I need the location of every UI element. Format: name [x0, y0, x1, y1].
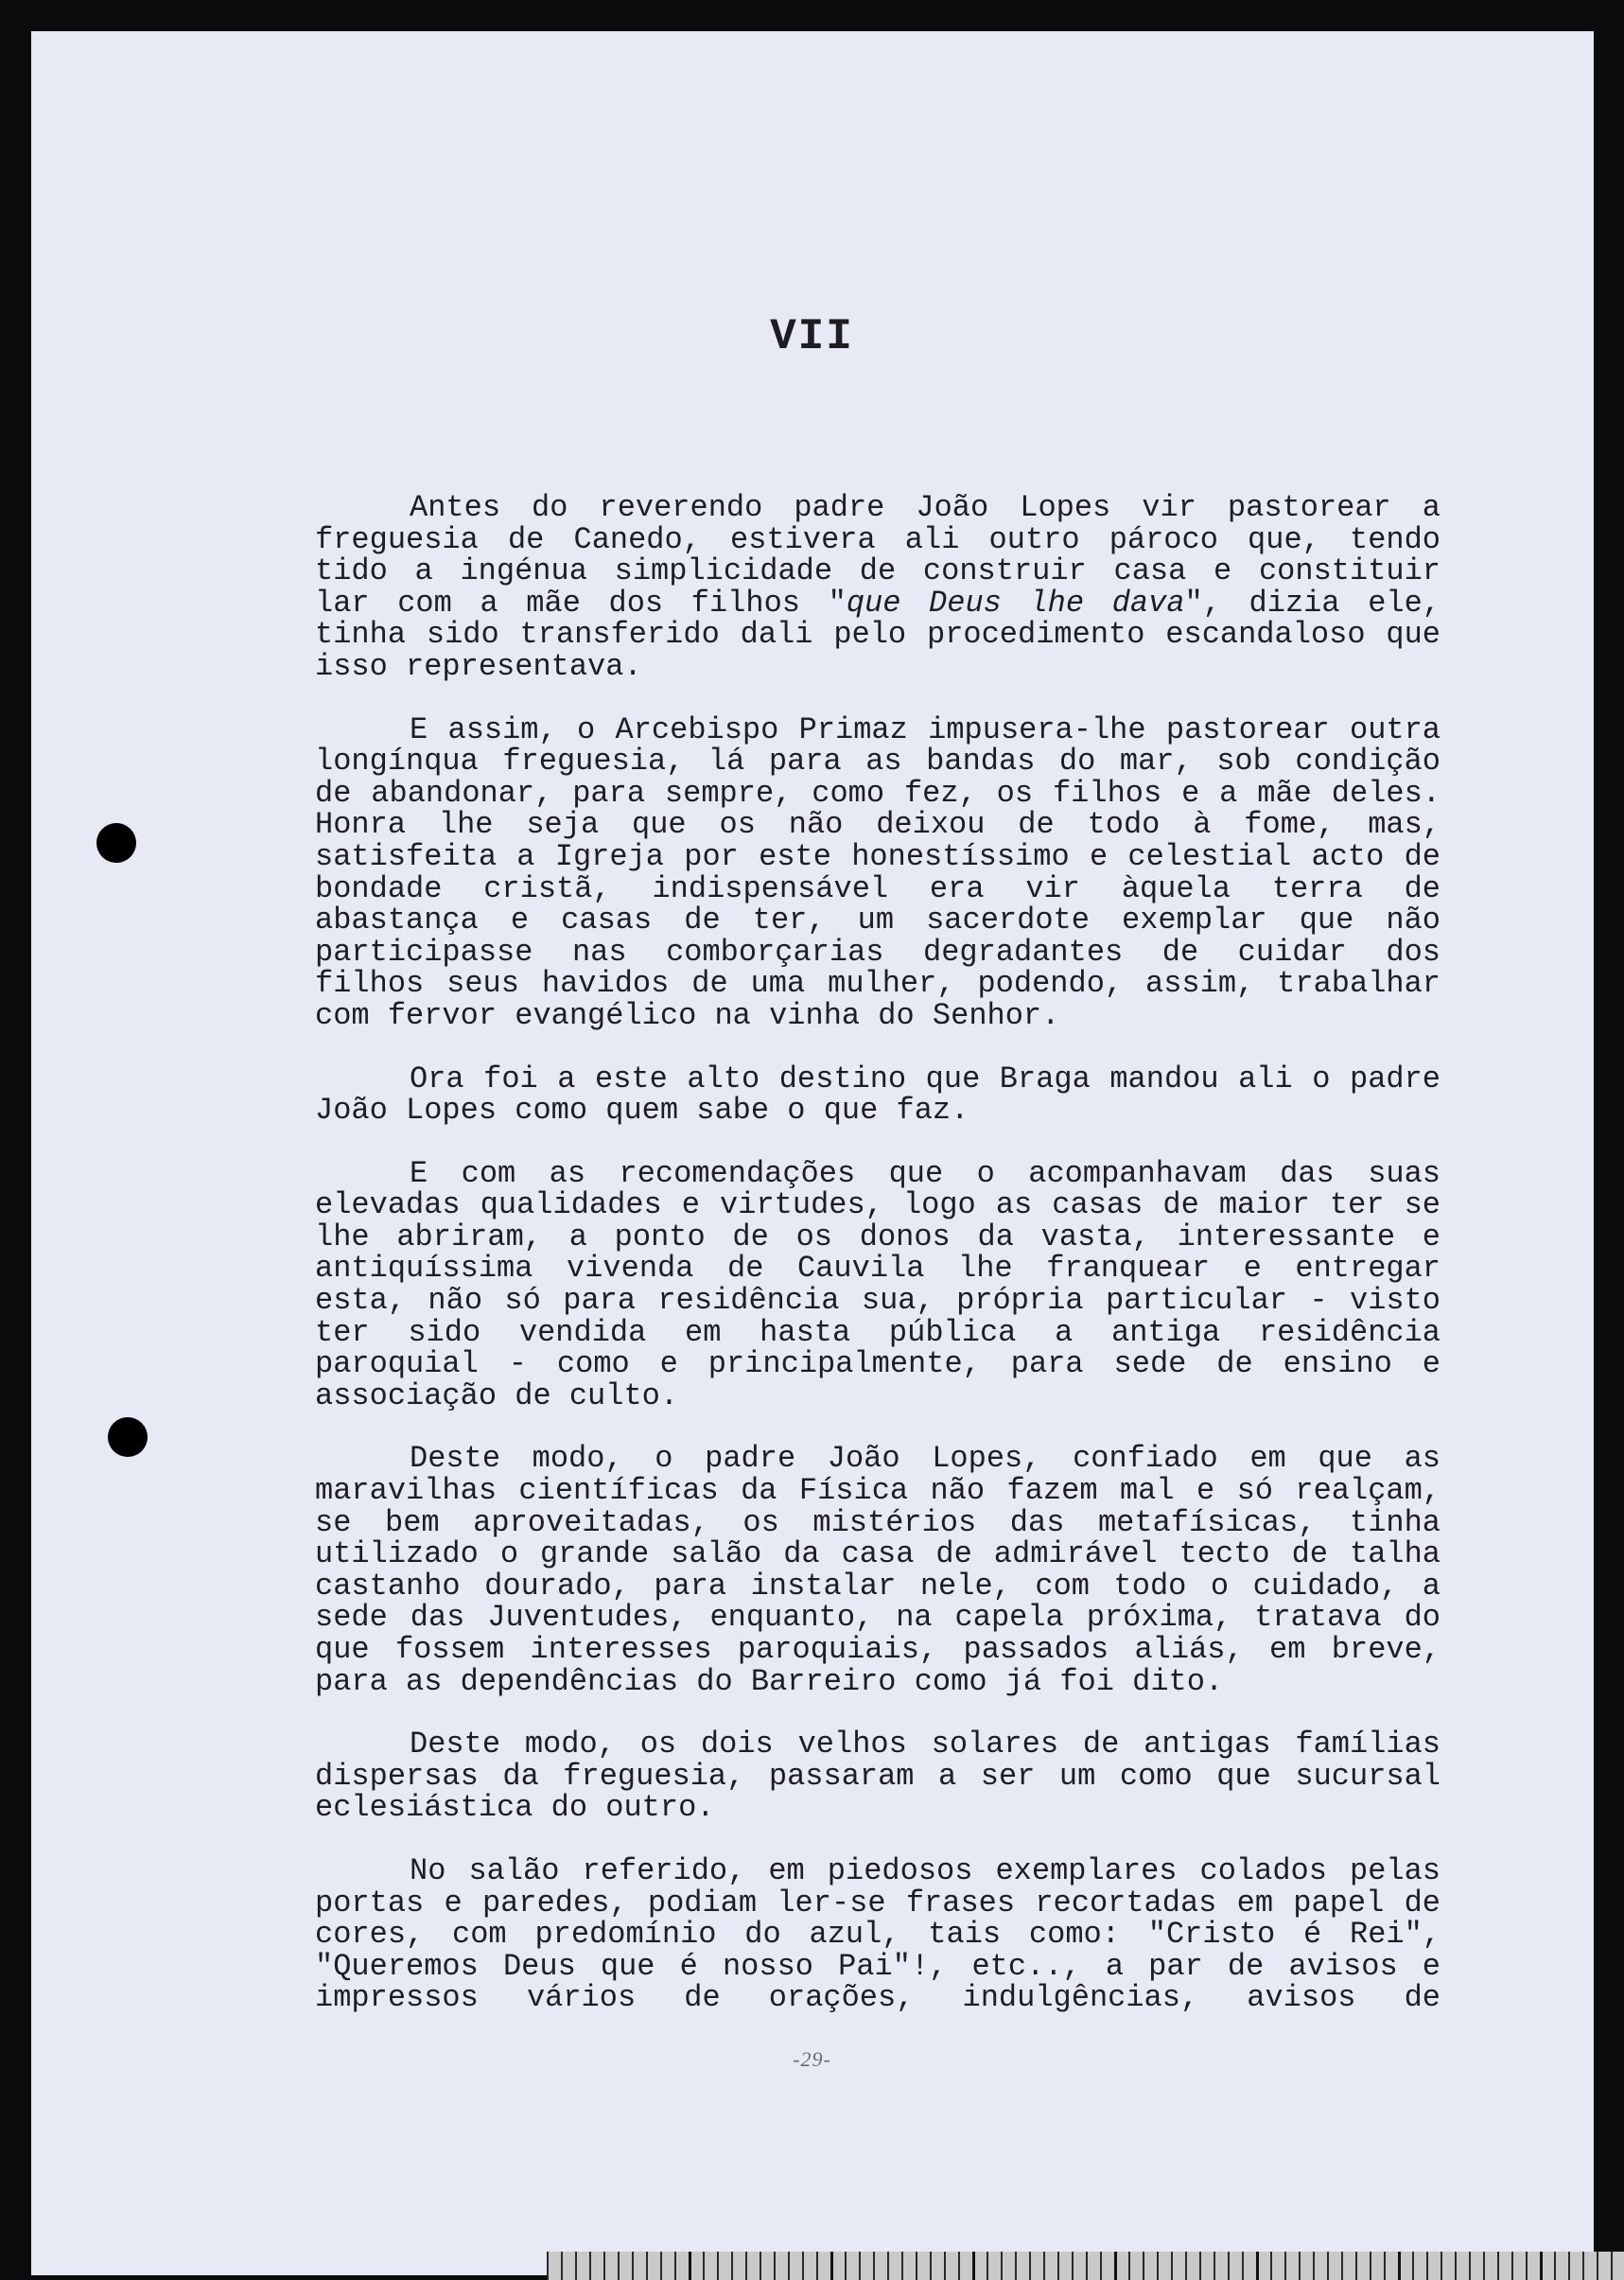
- ruler-mark: [1540, 2252, 1543, 2280]
- paragraph: Ora foi a este alto destino que Braga mandou ali o padre João Lopes como quem sabe o que faz.: [315, 1061, 1441, 1129]
- page-number: -29-: [793, 2047, 831, 2071]
- paragraph-text: Antes do reverendo padre João Lopes vir pastorear a freguesia de Canedo, estivera ali outro pároco que, tendo tido a ingénua simplicidade de construir casa e constituir lar com a mãe dos filhos: [315, 490, 1441, 621]
- paragraph: E assim, o Arcebispo Primaz impusera-lhe pastorear outra longínqua freguesia, lá para as bandas do mar, sob condição de abandonar, para sempre, como fez, os filhos e a mãe deles. Honra lhe seja que os não deixou de todo à fome, mas, satisfeita a Igreja por este honestíssimo e celestial acto de bondade cristã, indispensável era vir àquela terra de abastança e casas de ter, um sacerdote exemplar que não participasse nas comborçarias degradantes de cuidar dos filhos seus havidos de uma mulher, podendo, assim, trabalhar com fervor evangélico na vinha do Senhor.: [315, 711, 1441, 1033]
- paragraph-text: ", dizia ele, tinha sido transferido dali pelo procedimento escandaloso que isso representava.: [315, 585, 1441, 684]
- paragraph: Deste modo, o padre João Lopes, confiado em que as maravilhas científicas da Física não fazem mal e só realçam, se bem aproveitadas, os mistérios das metafísicas, tinha utilizado o grande salão da casa de admirável tecto de talha castanho dourado, para instalar nele, com todo o cuidado, a sede das Juventudes, enquanto, na capela próxima, tratava do que fossem interesses paroquiais, passados aliás, em breve, para as dependências do Barreiro como já foi dito.: [315, 1441, 1441, 1699]
- ruler-mark: [1114, 2252, 1117, 2280]
- ruler-mark: [1256, 2252, 1259, 2280]
- ruler-mark: [830, 2252, 833, 2280]
- paragraph: [315, 492, 1441, 683]
- paragraph: Deste modo, os dois velhos solares de antigas famílias dispersas da freguesia, passaram a ser um como que sucursal eclesiástica do outro.: [315, 1727, 1441, 1826]
- ruler-mark: [972, 2252, 975, 2280]
- paragraph: No salão referido, em piedosos exemplares colados pelas portas e paredes, podiam ler-se frases recortadas em papel de cores, com predomínio do azul, tais como: "Cristo é Rei", "Queremos Deus que é nosso Pai"!, etc.., a par de avisos e impressos vários de orações, indulgências, avisos de: [315, 1852, 1441, 2016]
- chapter-title: VII: [770, 312, 854, 361]
- chapter-body: [315, 492, 1441, 2014]
- ruler-mark: [1398, 2252, 1401, 2280]
- paragraph: E com as recomendações que o acompanhavam das suas elevadas qualidades e virtudes, logo as casas de maior ter se lhe abriram, a ponto de os donos da vasta, interessante e antiquíssima vivenda de Cauvila lhe franquear e entregar esta, não só para residência sua, própria particular - visto ter sido vendida em hasta pública a antiga residência paroquial - como e principalmente, para sede de ensino e associação de culto.: [315, 1155, 1441, 1413]
- ruler-mark: [689, 2252, 691, 2280]
- scan-ruler: [547, 2252, 1624, 2280]
- quoted-phrase: que Deus lhe dava: [846, 585, 1185, 621]
- quote-mark: ": [828, 585, 847, 621]
- punch-hole: [108, 1417, 148, 1457]
- punch-hole: [96, 823, 136, 863]
